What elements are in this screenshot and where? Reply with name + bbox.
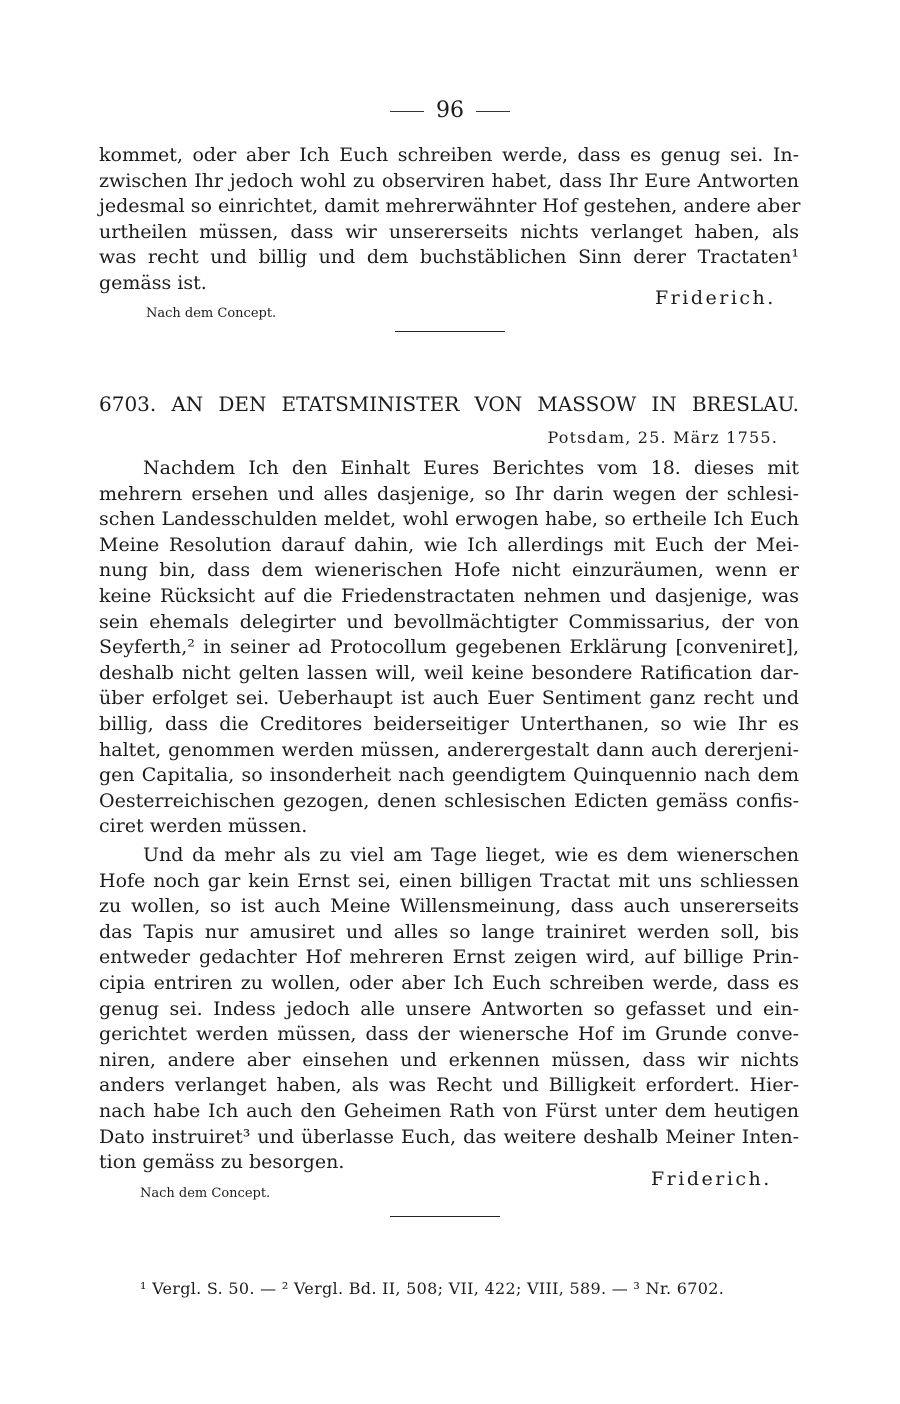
page-number: 96	[436, 98, 464, 123]
text-line: Meine Resolution darauf dahin, wie Ich allerdings mit Euch der Mei-	[99, 533, 799, 556]
letter-heading: 6703. AN DEN ETATSMINISTER VON MASSOW IN BRESLAU.	[99, 392, 799, 416]
text-line: Oesterreichischen gezogen, denen schlesischen Edicten gemäss confis-	[99, 789, 799, 812]
text-line: haltet, genommen werden müssen, anderergestalt dann auch dererjeni-	[99, 738, 799, 761]
text-line: zwischen Ihr jedoch wohl zu observiren habet, dass Ihr Eure Antworten	[99, 169, 799, 192]
page-number-header	[0, 96, 900, 126]
text-line: mehrern ersehen und alles dasjenige, so Ihr darin wegen der schlesi-	[99, 482, 799, 505]
text-line: kommet, oder aber Ich Euch schreiben werde, dass es genug sei. In-	[99, 144, 799, 166]
separator-rule	[390, 1216, 500, 1217]
text-line: das Tapis nur amusiret und alles so lange trainiret werden soll, bis	[99, 920, 799, 943]
text-line: gerichtet werden müssen, dass der wienersche Hof im Grunde conve-	[99, 1023, 799, 1046]
text-line: Hofe noch gar kein Ernst sei, einen billigen Tractat mit uns schliessen	[99, 869, 799, 892]
source-note-1: Nach dem Concept.	[146, 306, 277, 321]
text-line: ciret werden müssen.	[99, 815, 308, 838]
text-line: Und da mehr als zu viel am Tage lieget, wie es dem wienerschen	[143, 844, 799, 866]
source-note-2: Nach dem Concept.	[140, 1186, 271, 1201]
text-line: deshalb nicht gelten lassen will, weil keine besondere Ratification dar-	[99, 661, 799, 684]
continuation-paragraph	[99, 143, 799, 297]
text-line: über erfolget sei. Ueberhaupt ist auch Euer Sentiment ganz recht und	[99, 687, 799, 710]
letter-date: Potsdam, 25. März 1755.	[547, 428, 778, 447]
text-line: zu wollen, so ist auch Meine Willensmeinung, dass auch unsererseits	[99, 895, 799, 918]
text-line: schen Landesschulden meldet, wohl erwogen habe, so ertheile Ich Euch	[99, 508, 799, 531]
text-line: cipia entriren zu wollen, oder aber Ich Euch schreiben werde, dass es	[99, 971, 799, 994]
text-line: gemäss ist.	[99, 271, 207, 294]
signature-1: Friderich.	[655, 287, 776, 309]
dash-left	[390, 111, 424, 112]
text-line: genug sei. Indess jedoch alle unsere Antworten so gefasset und ein-	[99, 997, 799, 1020]
letter-paragraph-1	[99, 456, 799, 840]
text-line: anders verlanget haben, als was Recht und Billigkeit erfordert. Hier-	[99, 1074, 799, 1097]
letter-paragraph-2	[99, 843, 799, 1176]
text-line: Dato instruiret³ und überlasse Euch, das weitere deshalb Meiner Inten-	[99, 1125, 799, 1148]
footnotes: ¹ Vergl. S. 50. — ² Vergl. Bd. II, 508; VII, 422; VIII, 589. — ³ Nr. 6702.	[140, 1279, 725, 1298]
separator-rule	[395, 331, 505, 332]
text-line: Nachdem Ich den Einhalt Eures Berichtes vom 18. dieses mit	[143, 457, 799, 479]
text-line: keine Rücksicht auf die Friedenstractaten nehmen und dasjenige, was	[99, 584, 799, 607]
dash-right	[476, 111, 510, 112]
text-line: nach habe Ich auch den Geheimen Rath von Fürst unter dem heutigen	[99, 1099, 799, 1122]
text-line: nung bin, dass dem wienerischen Hofe nicht einzuräumen, wenn er	[99, 559, 799, 582]
text-line: jedesmal so einrichtet, damit mehrerwähnter Hof gestehen, andere aber	[99, 195, 801, 218]
text-line: Seyferth,² in seiner ad Protocollum gegebenen Erklärung [conveniret],	[99, 636, 799, 659]
text-line: urtheilen müssen, dass wir unsererseits nichts verlanget haben, als	[99, 220, 799, 243]
signature-2: Friderich.	[651, 1168, 772, 1190]
text-line: sein ehemals delegirter und bevollmächtigter Commissarius, der von	[99, 610, 799, 633]
text-line: tion gemäss zu besorgen.	[99, 1151, 345, 1174]
text-line: was recht und billig und dem buchstäblichen Sinn derer Tractaten¹	[99, 246, 799, 269]
text-line: entweder gedachter Hof mehreren Ernst zeigen wird, auf billige Prin-	[99, 946, 799, 969]
text-line: niren, andere aber einsehen und erkennen müssen, dass wir nichts	[99, 1048, 799, 1071]
text-line: billig, dass die Creditores beiderseitiger Unterthanen, so wie Ihr es	[99, 712, 799, 735]
text-line: gen Capitalia, so insonderheit nach geendigtem Quinquennio nach dem	[99, 764, 799, 787]
